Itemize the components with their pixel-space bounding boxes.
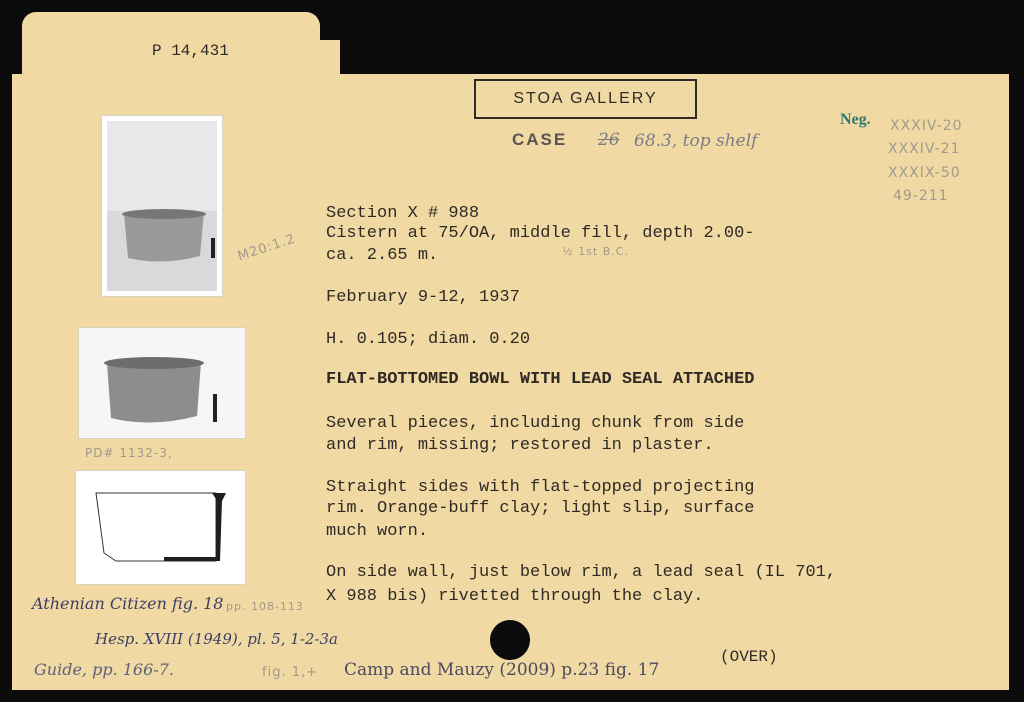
description-3-line-2: X 988 bis) rivetted through the clay.: [326, 587, 704, 606]
reference-camp-mauzy: Camp and Mauzy (2009) p.23 fig. 17: [344, 660, 660, 680]
punch-hole: [490, 620, 530, 660]
reference-athenian-citizen: Athenian Citizen fig. 18: [32, 594, 224, 613]
reference-guide: Guide, pp. 166-7.: [34, 660, 174, 679]
description-1-line-2: and rim, missing; restored in plaster.: [326, 436, 714, 455]
profile-drawing: [75, 470, 246, 585]
description-2-line-2: rim. Orange-buff clay; light slip, surface: [326, 499, 755, 518]
case-struck: 26: [598, 130, 620, 150]
neg-number-3: XXXIX-50: [888, 165, 961, 181]
neg-label: Neg.: [840, 111, 871, 128]
findspot-line-1: Cistern at 75/OA, middle fill, depth 2.00-: [326, 224, 755, 243]
bowl-photo-image: [102, 116, 222, 296]
section-number: Section X # 988: [326, 204, 480, 223]
case-label: CASE: [512, 130, 568, 149]
description-3-line-1: On side wall, just below rim, a lead seal (IL 701,: [326, 563, 837, 582]
reference-athenian-citizen-pages: pp. 108-113: [226, 600, 304, 613]
excavation-date: February 9-12, 1937: [326, 288, 520, 307]
dimensions: H. 0.105; diam. 0.20: [326, 330, 531, 349]
neg-number-2: XXXIV-21: [888, 141, 961, 157]
photo-note: PD# 1132-3,: [85, 446, 173, 460]
description-1-line-1: Several pieces, including chunk from side: [326, 414, 745, 433]
reference-hesperia: Hesp. XVIII (1949), pl. 5, 1-2-3a: [95, 630, 338, 648]
neg-number-4: 49-211: [893, 188, 949, 204]
date-note: ½ 1st B.C.: [562, 245, 629, 258]
location-stamp: [474, 79, 697, 119]
bowl-photo-front-image: [79, 328, 245, 438]
over-note: (OVER): [720, 648, 778, 666]
photo-bowl-side: [101, 115, 223, 297]
location-stamp-text: STOA GALLERY: [513, 90, 658, 107]
description-2-line-3: much worn.: [326, 522, 429, 541]
side-note: M20:1.2: [236, 231, 298, 265]
photo-bowl-front: [78, 327, 246, 439]
reference-guide-fig: fig. 1,+: [262, 665, 319, 680]
case-value: 68.3, top shelf: [634, 131, 758, 151]
neg-number-1: XXXIV-20: [890, 118, 963, 134]
findspot-line-2: ca. 2.65 m.: [326, 246, 439, 265]
profile-drawing-image: [76, 471, 245, 584]
object-title: FLAT-BOTTOMED BOWL WITH LEAD SEAL ATTACHED: [326, 370, 755, 389]
description-2-line-1: Straight sides with flat-topped projecting: [326, 478, 755, 497]
inventory-number: P 14,431: [152, 42, 229, 60]
